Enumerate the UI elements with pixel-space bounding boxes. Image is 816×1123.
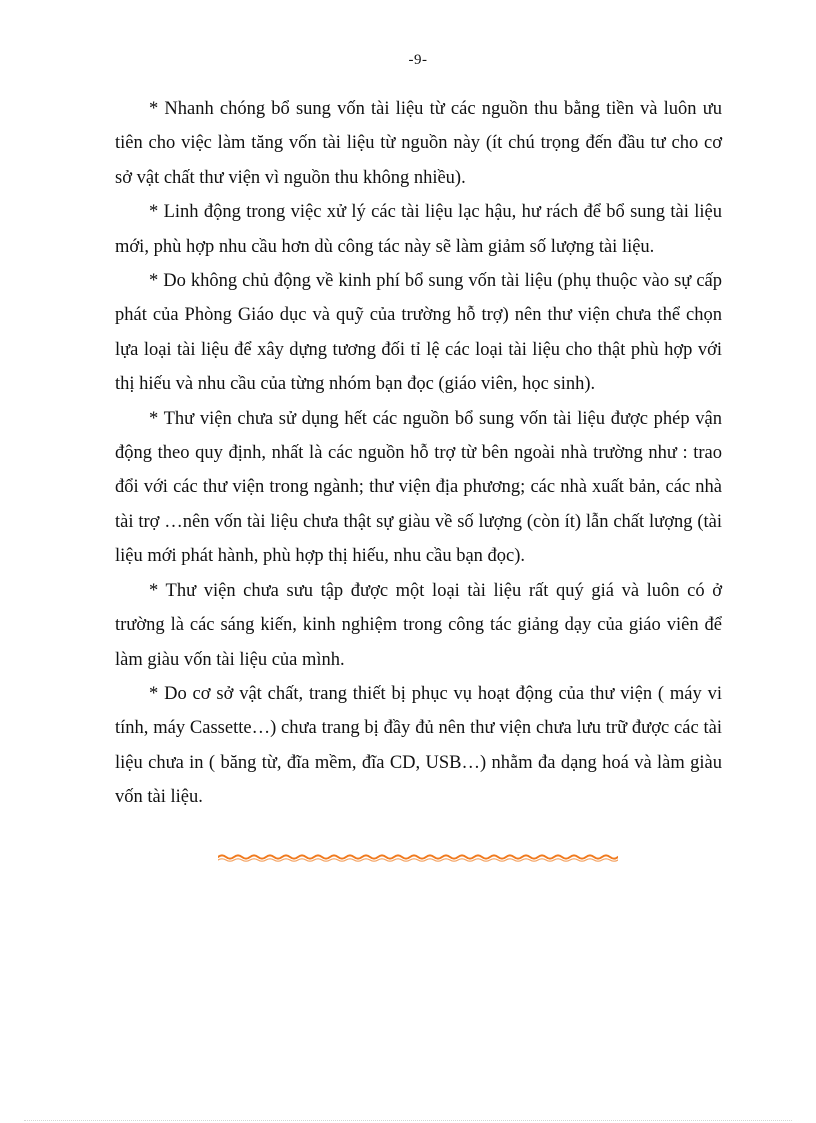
paragraph-2: * Linh động trong việc xử lý các tài liệu lạc hậu, hư rách để bổ sung tài liệu mới, phù hợp nhu cầu hơn dù công tác này sẽ làm giảm số lượng tài liệu. — [115, 202, 722, 257]
paragraph-6: * Do cơ sở vật chất, trang thiết bị phục vụ hoạt động của thư viện ( máy vi tính, máy Cassette…) chưa trang bị đầy đủ nên thư viện chưa lưu trữ được các tài liệu chưa in ( băng từ, đĩa mềm, đĩa CD, USB…) nhằm đa dạng hoá và làm giàu vốn tài liệu. — [115, 683, 722, 808]
page-number: -9- — [408, 52, 428, 68]
paragraph-5: * Thư viện chưa sưu tập được một loại tài liệu rất quý giá và luôn có ở trường là các sáng kiến, kinh nghiệm trong công tác giảng dạy của giáo viên để làm giàu vốn tài liệu của mình. — [115, 580, 722, 670]
paragraph-3: * Do không chủ động về kinh phí bổ sung vốn tài liệu (phụ thuộc vào sự cấp phát của Phòng Giáo dục và quỹ của trường hỗ trợ) nên thư viện chưa thể chọn lựa loại tài liệu để xây dựng tương đối tỉ lệ các loại tài liệu cho thật phù hợp với thị hiếu và nhu cầu của từng nhóm bạn đọc (giáo viên, học sinh). — [115, 271, 722, 395]
page-bottom-border — [24, 1120, 792, 1121]
paragraph-1: * Nhanh chóng bổ sung vốn tài liệu từ các nguồn thu bằng tiền và luôn ưu tiên cho việc làm tăng vốn tài liệu từ nguồn này (ít chú trọng đến đầu tư cho cơ sở vật chất thư viện vì nguồn thu không nhiều). — [115, 99, 722, 188]
wavy-line-divider-icon — [218, 851, 618, 865]
paragraph-4: * Thư viện chưa sử dụng hết các nguồn bổ sung vốn tài liệu được phép vận động theo quy định, nhất là các nguồn hỗ trợ từ bên ngoài nhà trường như : trao đổi với các thư viện trong ngành; thư viện địa phương; các nhà xuất bản, các nhà tài trợ …nên vốn tài liệu chưa thật sự giàu về số lượng (còn ít) lẫn chất lượng (tài liệu mới phát hành, phù hợp thị hiếu, nhu cầu bạn đọc). — [115, 408, 722, 567]
document-body — [115, 92, 722, 815]
